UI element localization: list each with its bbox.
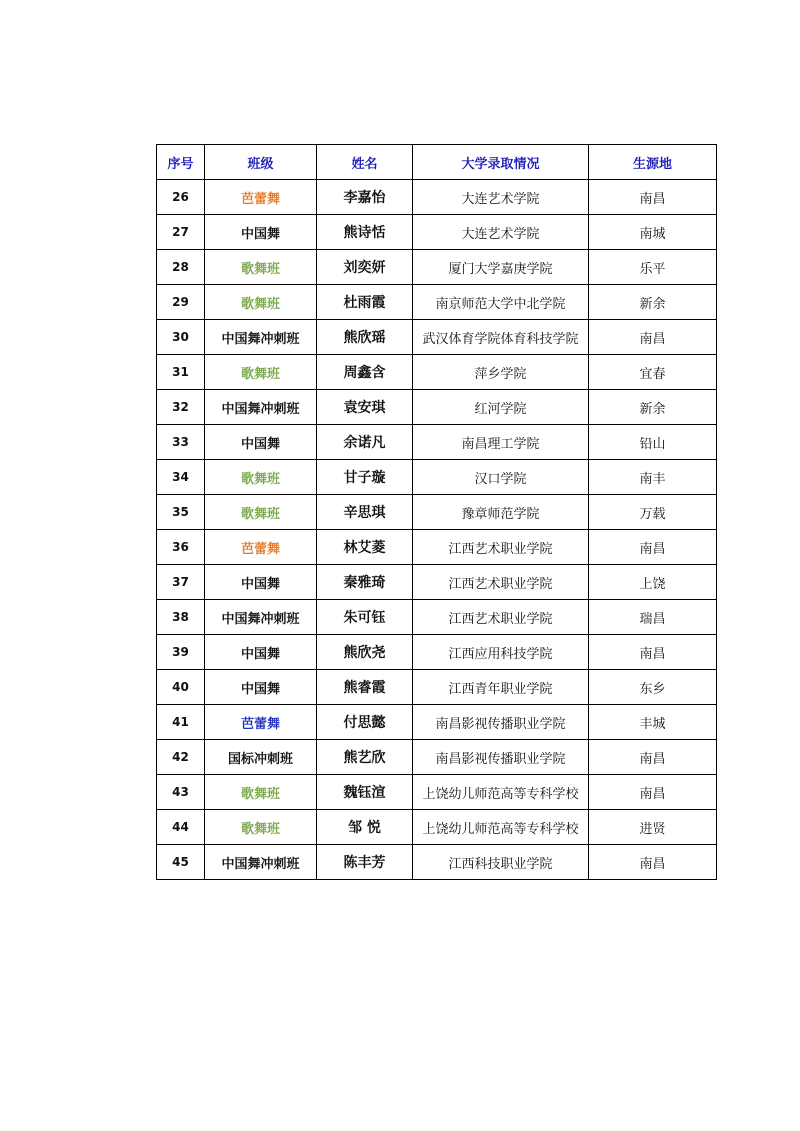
table-row [157,460,717,495]
student-name: 熊诗恬 [317,215,413,250]
class-name: 歌舞班 [205,810,317,845]
header-no: 序号 [157,145,205,180]
origin-city: 南昌 [589,775,717,810]
class-name: 歌舞班 [205,285,317,320]
row-number: 34 [157,460,205,495]
table-row [157,250,717,285]
class-name: 歌舞班 [205,775,317,810]
university-admission: 江西科技职业学院 [413,845,589,880]
table-row [157,845,717,880]
table-row [157,600,717,635]
university-admission: 南昌影视传播职业学院 [413,740,589,775]
class-name: 芭蕾舞 [205,180,317,215]
university-admission: 江西艺术职业学院 [413,530,589,565]
class-name: 中国舞冲刺班 [205,600,317,635]
class-name: 中国舞冲刺班 [205,320,317,355]
origin-city: 南昌 [589,740,717,775]
class-name: 歌舞班 [205,250,317,285]
row-number: 27 [157,215,205,250]
row-number: 26 [157,180,205,215]
university-admission: 江西艺术职业学院 [413,600,589,635]
origin-city: 乐平 [589,250,717,285]
student-name: 杜雨霞 [317,285,413,320]
university-admission: 厦门大学嘉庚学院 [413,250,589,285]
origin-city: 进贤 [589,810,717,845]
class-name: 中国舞 [205,565,317,600]
university-admission: 豫章师范学院 [413,495,589,530]
class-name: 中国舞冲刺班 [205,845,317,880]
university-admission: 大连艺术学院 [413,180,589,215]
row-number: 39 [157,635,205,670]
table-row [157,705,717,740]
origin-city: 南昌 [589,320,717,355]
origin-city: 南昌 [589,635,717,670]
row-number: 35 [157,495,205,530]
origin-city: 上饶 [589,565,717,600]
table-row [157,775,717,810]
student-name: 邹 悦 [317,810,413,845]
university-admission: 萍乡学院 [413,355,589,390]
student-name: 付思懿 [317,705,413,740]
row-number: 44 [157,810,205,845]
university-admission: 汉口学院 [413,460,589,495]
table-row [157,635,717,670]
student-name: 熊欣尧 [317,635,413,670]
row-number: 36 [157,530,205,565]
student-name: 袁安琪 [317,390,413,425]
origin-city: 南城 [589,215,717,250]
admissions-table [156,144,717,880]
header-row [157,145,717,180]
origin-city: 南丰 [589,460,717,495]
row-number: 41 [157,705,205,740]
table-row [157,320,717,355]
row-number: 45 [157,845,205,880]
university-admission: 江西应用科技学院 [413,635,589,670]
university-admission: 江西青年职业学院 [413,670,589,705]
table-row [157,215,717,250]
table-row [157,180,717,215]
row-number: 31 [157,355,205,390]
student-name: 辛思琪 [317,495,413,530]
row-number: 32 [157,390,205,425]
student-name: 余诺凡 [317,425,413,460]
class-name: 中国舞 [205,670,317,705]
student-name: 陈丰芳 [317,845,413,880]
table-row [157,425,717,460]
university-admission: 大连艺术学院 [413,215,589,250]
class-name: 中国舞 [205,635,317,670]
university-admission: 上饶幼儿师范高等专科学校 [413,810,589,845]
origin-city: 万载 [589,495,717,530]
class-name: 中国舞 [205,425,317,460]
class-name: 芭蕾舞 [205,530,317,565]
university-admission: 南京师范大学中北学院 [413,285,589,320]
university-admission: 南昌影视传播职业学院 [413,705,589,740]
row-number: 28 [157,250,205,285]
table-row [157,390,717,425]
university-admission: 江西艺术职业学院 [413,565,589,600]
class-name: 歌舞班 [205,460,317,495]
table-row [157,355,717,390]
row-number: 38 [157,600,205,635]
student-name: 甘子璇 [317,460,413,495]
origin-city: 南昌 [589,180,717,215]
table-row [157,495,717,530]
header-class: 班级 [205,145,317,180]
row-number: 42 [157,740,205,775]
origin-city: 宜春 [589,355,717,390]
table-row [157,285,717,320]
origin-city: 东乡 [589,670,717,705]
class-name: 中国舞 [205,215,317,250]
student-name: 秦雅琦 [317,565,413,600]
student-name: 朱可钰 [317,600,413,635]
row-number: 37 [157,565,205,600]
student-name: 林艾菱 [317,530,413,565]
origin-city: 丰城 [589,705,717,740]
class-name: 芭蕾舞 [205,705,317,740]
row-number: 33 [157,425,205,460]
origin-city: 新余 [589,285,717,320]
table-body [157,180,717,880]
table-row [157,530,717,565]
origin-city: 新余 [589,390,717,425]
university-admission: 南昌理工学院 [413,425,589,460]
row-number: 43 [157,775,205,810]
student-name: 李嘉怡 [317,180,413,215]
university-admission: 上饶幼儿师范高等专科学校 [413,775,589,810]
origin-city: 铅山 [589,425,717,460]
student-name: 魏钰渲 [317,775,413,810]
header-name: 姓名 [317,145,413,180]
class-name: 国标冲刺班 [205,740,317,775]
student-name: 周鑫含 [317,355,413,390]
class-name: 中国舞冲刺班 [205,390,317,425]
student-name: 刘奕妍 [317,250,413,285]
table-row [157,565,717,600]
class-name: 歌舞班 [205,355,317,390]
origin-city: 南昌 [589,845,717,880]
row-number: 30 [157,320,205,355]
student-name: 熊艺欣 [317,740,413,775]
table-row [157,740,717,775]
row-number: 40 [157,670,205,705]
row-number: 29 [157,285,205,320]
origin-city: 瑞昌 [589,600,717,635]
table-row [157,670,717,705]
class-name: 歌舞班 [205,495,317,530]
student-name: 熊睿霞 [317,670,413,705]
university-admission: 红河学院 [413,390,589,425]
student-name: 熊欣瑶 [317,320,413,355]
header-origin: 生源地 [589,145,717,180]
university-admission: 武汉体育学院体育科技学院 [413,320,589,355]
table-row [157,810,717,845]
header-university: 大学录取情况 [413,145,589,180]
origin-city: 南昌 [589,530,717,565]
